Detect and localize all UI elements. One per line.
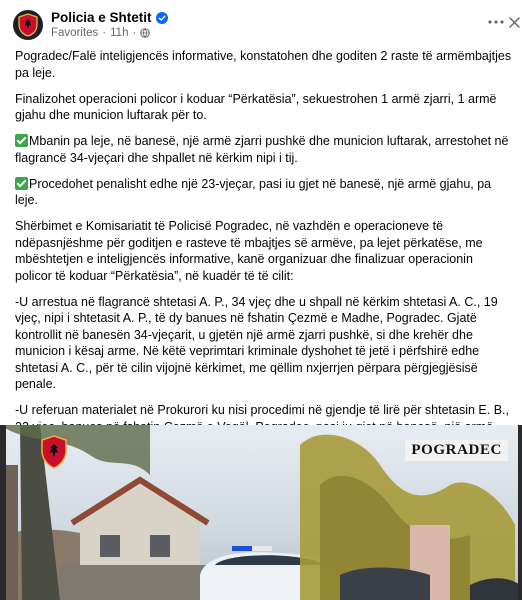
close-button[interactable] <box>506 12 522 32</box>
police-watermark-icon <box>40 435 68 469</box>
post-meta <box>51 27 150 39</box>
verified-badge-icon <box>156 12 168 24</box>
post-header <box>0 0 522 44</box>
post-paragraph-7: -U referuan materialet në Prokurori ku nisi procedimi në gjendje të lirë për shtetasin E. B., <box>15 403 509 417</box>
post-paragraph-3-text: Mbanin pa leje, në banesë, një armë zjarri pushkë dhe municion luftarak, arrestohet në flagrancë 34-vjeçari dhe shpallet në kërkim nipi i tij. <box>15 134 509 165</box>
post-paragraph-4-text: Procedohet penalisht edhe një 23-vjeçar, pasi iu gjet në banesë, një armë gjahu, pa leje. <box>15 176 492 207</box>
page-name-link[interactable] <box>51 10 168 25</box>
globe-icon[interactable] <box>140 28 150 38</box>
post-paragraph-1: Pogradec/Falë inteligjencës informative, konstatohen dhe goditen 2 raste të armëmbajtjes pa leje. <box>15 49 512 80</box>
more-options-button[interactable] <box>486 12 506 32</box>
page-name[interactable]: Policia e Shtetit <box>51 10 152 25</box>
post-paragraph-5: Shërbimet e Komisariatit të Policisë Pogradec, në vazhdën e operacioneve të ndëpasnjëshme për goditjen e rasteve të mbajtjes së armëve, pa lejet përkatëse, me mbështetjen e inteligjencës informative, kanë organizuar dhe finalizuar operacionin policor të koduar “Përkatësia”, në kuadër të të cilit: <box>15 219 483 283</box>
check-mark-icon <box>15 134 28 147</box>
video-frame-right <box>518 425 522 600</box>
meta-separator: · <box>102 27 107 39</box>
video-frame-left <box>0 425 6 600</box>
check-mark-icon <box>15 177 28 190</box>
post-paragraph-3 <box>15 133 513 166</box>
police-emblem-icon <box>15 12 41 38</box>
meta-separator-2: · <box>132 27 137 39</box>
post-paragraph-2: Finalizohet operacioni policor i koduar “Përkatësia”, sekuestrohen 1 armë zjarri, 1 armë gjahu dhe municion luftarak për to. <box>15 91 497 122</box>
post-time[interactable]: 11h <box>110 27 129 39</box>
post-video[interactable] <box>0 425 522 600</box>
favorites-label[interactable]: Favorites <box>51 27 99 39</box>
city-label: POGRADEC <box>405 440 508 461</box>
close-icon <box>509 17 520 28</box>
post-paragraph-6: -U arrestua në flagrancë shtetasi A. P., 34 vjeç dhe u shpall në kërkim shtetasi A. C., 19 vjeç, nipi i shtetasit A. P., të dy banues në fshatin Çezmë e Madhe, Pogradec. Gjatë kontrollit në banesën 34-vjeçarit, u gjetën një armë zjarri pushkë, si dhe krehër dhe municion i kësaj arme. Në këtë veprimtari kriminale dyshohet të jetë i përfshirë edhe shtetasi A. C., për të cilin vijojnë kërkimet, me qëllim nxjerrjen përpara përgjegjësisë penale. <box>15 294 498 391</box>
page-avatar[interactable] <box>13 10 43 40</box>
more-options-icon <box>488 20 504 24</box>
post-paragraph-4 <box>15 176 513 209</box>
